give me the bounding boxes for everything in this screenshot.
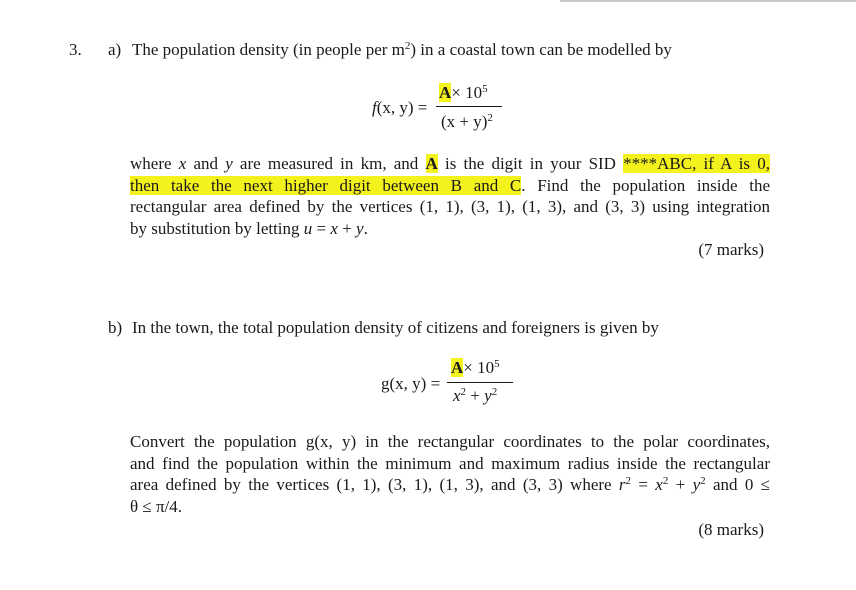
- formula-g-denominator: $x^2 + y^2$: [453, 386, 498, 405]
- top-edge-line: [0, 0, 856, 3]
- part-a-line-3: rectangular area defined by the vertices (1, 1), (3, 1), (1, 3), and (3, 3) using integration: [130, 197, 770, 216]
- part-b-line-2: and find the population within the minimum and maximum radius inside the rectangular: [130, 453, 770, 473]
- formula-f-fraction-bar: [436, 106, 502, 107]
- part-a-marks: (7 marks): [698, 240, 764, 259]
- part-b-line-4: θ ≤ π/4.: [130, 496, 183, 516]
- formula-g-fraction-bar: [447, 382, 513, 383]
- part-a-label: a): [108, 40, 122, 59]
- part-b-marks: (8 marks): [698, 520, 764, 539]
- part-a-intro: The population density (in people per $m^2$) in a coastal town can be modelled by: [132, 40, 672, 59]
- question-number: 3.: [69, 40, 82, 59]
- part-a-line-1: where x and y are measured in km, and A is the digit in your SID ****ABC, if A is 0,: [130, 154, 770, 173]
- part-b-intro: In the town, the total population density of citizens and foreigners is given by: [132, 318, 659, 337]
- part-b-label: b): [108, 318, 123, 337]
- sid-highlight-1: ****ABC, if A is 0,: [623, 154, 770, 173]
- digit-A-highlight: A: [439, 83, 452, 102]
- formula-f-denominator: $(x + y)^2$: [441, 112, 493, 131]
- formula-f-lhs: f(x, y) =: [372, 98, 428, 117]
- part-a-line-2: then take the next higher digit between B and C. Find the population inside the: [130, 175, 770, 195]
- part-b-line-1: Convert the population g(x, y) in the rectangular coordinates to the polar coordinates,: [130, 432, 770, 451]
- formula-g-lhs: g(x, y) =: [381, 374, 441, 393]
- digit-A-highlight-b: A: [451, 358, 464, 377]
- part-a-line-4: by substitution by letting u = x + y.: [130, 218, 368, 238]
- formula-f-numerator: $A\times 10^5$: [439, 83, 488, 102]
- formula-g-numerator: $A\times 10^5$: [451, 358, 500, 377]
- part-b-body: [130, 431, 770, 517]
- part-b-line-3: area defined by the vertices (1, 1), (3, 1), (1, 3), and (3, 3) where $r^2 = x^2 + y^2$ and 0 ≤: [130, 475, 770, 494]
- sid-highlight-2: then take the next higher digit between B and C: [130, 175, 522, 195]
- part-a-body: [130, 153, 770, 239]
